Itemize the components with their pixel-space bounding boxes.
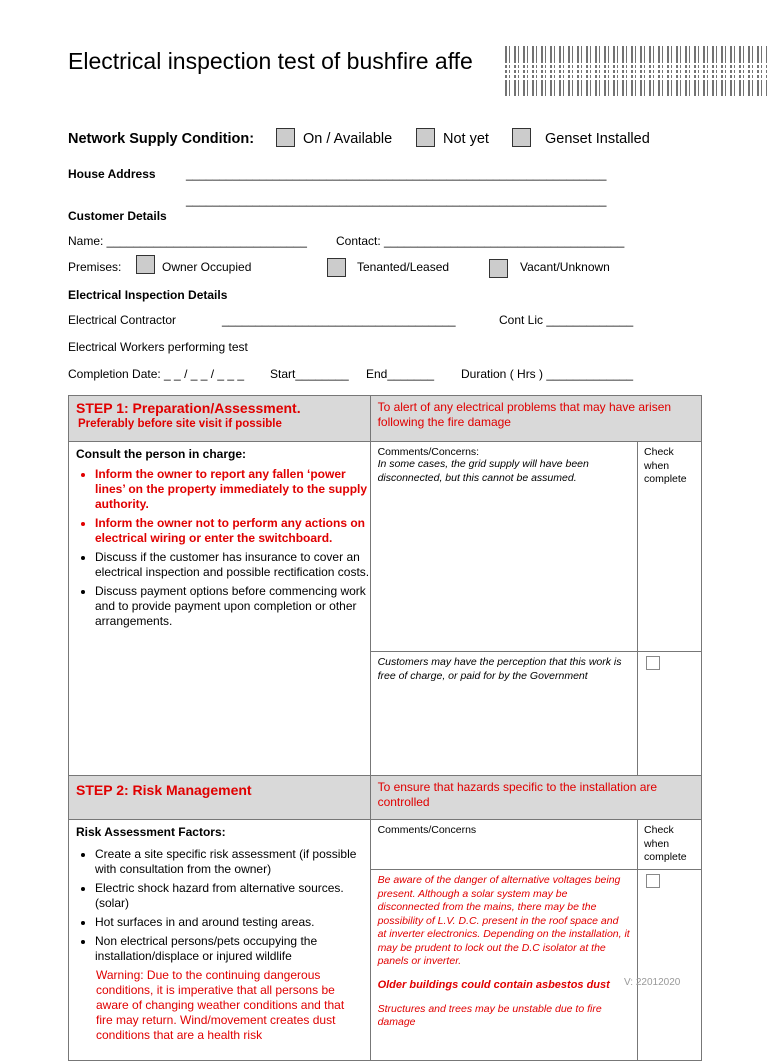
tenanted-checkbox[interactable]: [327, 258, 346, 277]
duration-field[interactable]: Duration ( Hrs ) _____________: [461, 367, 634, 381]
supply-not-yet-label: Not yet: [443, 131, 489, 147]
customer-details-heading: Customer Details: [68, 209, 167, 223]
cont-lic-field[interactable]: Cont Lic _____________: [499, 313, 634, 327]
step2-comment-3: Structures and trees may be unstable due to fire damage: [377, 1002, 602, 1028]
tenanted-label: Tenanted/Leased: [357, 260, 450, 274]
vacant-checkbox[interactable]: [489, 259, 508, 278]
inspection-steps-table: [68, 395, 702, 1061]
step2-comments-heading: Comments/Concerns: [377, 824, 477, 836]
version-footer: V: 22012020: [624, 977, 681, 988]
owner-occupied-checkbox[interactable]: [136, 255, 155, 274]
step2-comment-2: Older buildings could contain asbestos dust: [377, 978, 610, 991]
step1-comments-heading: Comments/Concerns:: [377, 446, 480, 458]
step2-check-cell: [638, 870, 702, 1061]
supply-on-label: On / Available: [303, 131, 393, 147]
redacted-area-overlay: [505, 60, 767, 80]
supply-genset-label: Genset Installed: [545, 131, 650, 147]
step2-factors-cell: [69, 820, 371, 1061]
list-item: • Create a site specific risk assessment (if possible with consultation from the owner): [95, 847, 370, 877]
step1-aim: To alert of any electrical problems that may have arisen following the fire damage: [377, 400, 672, 429]
supply-not-yet-checkbox[interactable]: [416, 128, 435, 147]
step1-check-header-cell: [638, 442, 702, 652]
completion-date-field[interactable]: Completion Date: _ _ / _ _ / _ _ _: [68, 367, 245, 381]
step2-aim: To ensure that hazards specific to the installation are controlled: [377, 780, 658, 809]
step2-comments-heading-cell: [370, 820, 637, 870]
list-item: • Electric shock hazard from alternative sources. (solar): [95, 881, 370, 911]
step2-aim-cell: [370, 776, 701, 820]
step1-comment-2: Customers may have the perception that this work is free of charge, or paid for by the Government: [377, 656, 622, 682]
contact-field[interactable]: Contact: ____________________________________: [336, 234, 625, 248]
step2-complete-checkbox[interactable]: [646, 874, 660, 888]
step1-aim-cell: [370, 396, 701, 442]
start-field[interactable]: Start________: [270, 367, 349, 381]
list-item: • Inform the owner to report any fallen ‘power lines’ on the property immediately to the supply authority.: [95, 467, 370, 512]
step1-comment2-cell: [370, 652, 637, 776]
vacant-label: Vacant/Unknown: [520, 260, 610, 274]
step2-check-header-cell: [638, 820, 702, 870]
step1-complete-checkbox[interactable]: [646, 656, 660, 670]
step1-comment-1: In some cases, the grid supply will have been disconnected, but this cannot be assumed.: [377, 458, 589, 484]
step2-comment-1: Be aware of the danger of alternative voltages being present. Although a solar system may be disconnected from the mains, there may be the possibility of L.V. D.C. present in the roof space and at inverter electronics. Depending on the installation, it may be prudent to lock out the D.C isolator at the panels or inverter.: [377, 874, 630, 967]
supply-genset-checkbox[interactable]: [512, 128, 531, 147]
step2-header: [69, 776, 371, 820]
premises-label: Premises:: [68, 260, 122, 274]
factors-heading: Risk Assessment Factors:: [76, 825, 226, 839]
step1-title: STEP 1: Preparation/Assessment.: [76, 400, 301, 416]
step1-consult-cell: [69, 442, 371, 776]
step1-check-label: Check when complete: [644, 446, 687, 485]
list-item: • Discuss if the customer has insurance to cover an electrical inspection and possible rectification costs.: [95, 550, 370, 580]
step1-comments-cell: [370, 442, 637, 652]
workers-label[interactable]: Electrical Workers performing test: [68, 340, 248, 354]
document-title: Electrical inspection test of bushfire affe: [68, 48, 473, 74]
house-address-label: House Address: [68, 167, 156, 181]
consult-heading: Consult the person in charge:: [76, 447, 247, 461]
list-item: • Inform the owner not to perform any actions on electrical wiring or enter the switchboard.: [95, 516, 370, 546]
warning-text: Warning: Due to the continuing dangerous conditions, it is imperative that all persons be aware of changing weather conditions and that fire may return. Wind/movement creates dust conditions that are a health risk: [96, 968, 345, 1042]
step2-comments-cell: [370, 870, 637, 1061]
step2-check-label: Check when complete: [644, 824, 687, 863]
step1-subtitle: Preferably before site visit if possible: [78, 418, 282, 430]
house-address-line-2[interactable]: _______________________________________________________________: [186, 193, 607, 207]
owner-occupied-label: Owner Occupied: [162, 260, 252, 274]
list-item: • Discuss payment options before commencing work and to provide payment upon completion or other arrangements.: [95, 584, 370, 629]
contractor-field[interactable]: ___________________________________: [222, 313, 456, 327]
contractor-label: Electrical Contractor: [68, 313, 177, 327]
network-supply-label: Network Supply Condition:: [68, 131, 255, 147]
name-field[interactable]: Name: ______________________________: [68, 234, 307, 248]
step1-check-cell: [638, 652, 702, 776]
step1-header: [69, 396, 371, 442]
list-item: • Non electrical persons/pets occupying the installation/displace or injured wildlife: [95, 934, 370, 964]
step2-title: STEP 2: Risk Management: [76, 782, 252, 798]
list-item: • Hot surfaces in and around testing areas.: [95, 915, 370, 930]
house-address-line[interactable]: _______________________________________________________________: [186, 167, 607, 181]
end-field[interactable]: End_______: [366, 367, 435, 381]
inspection-details-heading: Electrical Inspection Details: [68, 288, 228, 302]
supply-on-checkbox[interactable]: [276, 128, 295, 147]
